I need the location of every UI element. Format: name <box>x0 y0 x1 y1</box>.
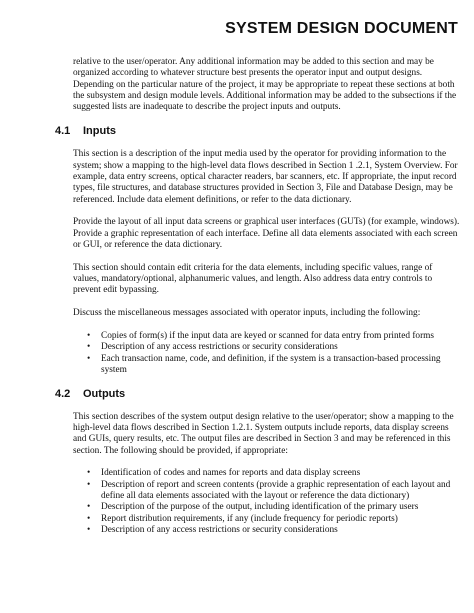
bullet-icon: • <box>87 524 91 535</box>
section-number: 4.2 <box>55 387 71 400</box>
list-item: • Description of any access restrictions or security considerations <box>87 342 338 353</box>
list-item: • Description of the purpose of the output, including identification of the primary users <box>87 502 419 513</box>
document-header-title: SYSTEM DESIGN DOCUMENT <box>225 20 458 37</box>
section-inputs <box>55 125 460 376</box>
document-body <box>55 57 460 548</box>
bullet-icon: • <box>87 342 91 353</box>
paragraph: This section describes of the system output design relative to the user/operator; show a mapping to the high-level data flows described in Section 1.2.1. System outputs include reports, data display screens and GUIs, query results, etc. The output files are described in Section 3 and may be referenced in this section. The following should be provided, if appropriate: <box>73 411 454 456</box>
bullet-icon: • <box>87 513 91 524</box>
list-item: • Each transaction name, code, and definition, if the system is a transaction-based processing system <box>87 353 441 375</box>
bullet-list <box>55 331 460 376</box>
list-item: • Description of any access restrictions or security considerations <box>87 524 338 535</box>
bullet-icon: • <box>87 353 91 364</box>
bullet-icon: • <box>87 479 91 490</box>
list-item: • Description of report and screen contents (provide a graphic representation of each layout and define all data elements associated with the layout or reference the data dictionary) <box>87 479 451 502</box>
paragraph: Provide the layout of all input data screens or graphical user interfaces (GUTs) (for example, windows). Provide a graphic representation of each interface. Define all data elements associated with each screen or GUI, or reference the data dictionary. <box>73 217 460 251</box>
section-outputs <box>55 388 460 536</box>
intro-paragraph: relative to the user/operator. Any additional information may be added to this section and may be organized according to whatever structure best presents the operator input and output designs. Depending on the particular nature of the project, it may be appropriate to repeat these sections at both the subsystem and design module levels. Additional information may be added to the subsections if the suggested lists are inadequate to describe the project inputs and outputs. <box>73 57 457 113</box>
paragraph: This section should contain edit criteria for the data elements, including specific values, range of values, mandatory/optional, alphanumeric values, and length. Also address data entry controls to prevent edit bypassing. <box>73 262 433 296</box>
bullet-icon: • <box>87 331 91 342</box>
list-item: • Report distribution requirements, if any (include frequency for periodic reports) <box>87 513 398 524</box>
list-item: • Identification of codes and names for reports and data display screens <box>87 468 361 479</box>
section-number: 4.1 <box>55 125 71 138</box>
paragraph: This section is a description of the input media used by the operator for providing information to the system; show a mapping to the high-level data flows described in Section 1 .2.1, System Overview. For example, data entry screens, optical character readers, bar scanners, etc. If appropriate, the input record types, file structures, and database structures provided in Section 3, File and Database Design, may be referenced. Include data element definitions, or refer to the data dictionary. <box>73 149 458 205</box>
section-title: Inputs <box>83 125 116 138</box>
list-item: • Copies of form(s) if the input data are keyed or scanned for data entry from printed forms <box>87 331 435 342</box>
bullet-icon: • <box>87 502 91 513</box>
bullet-icon: • <box>87 468 91 479</box>
bullet-list <box>55 468 460 536</box>
section-title: Outputs <box>83 387 126 400</box>
paragraph: Discuss the miscellaneous messages associated with operator inputs, including the following: <box>73 308 421 319</box>
section-heading <box>55 125 460 138</box>
section-heading <box>55 388 460 401</box>
